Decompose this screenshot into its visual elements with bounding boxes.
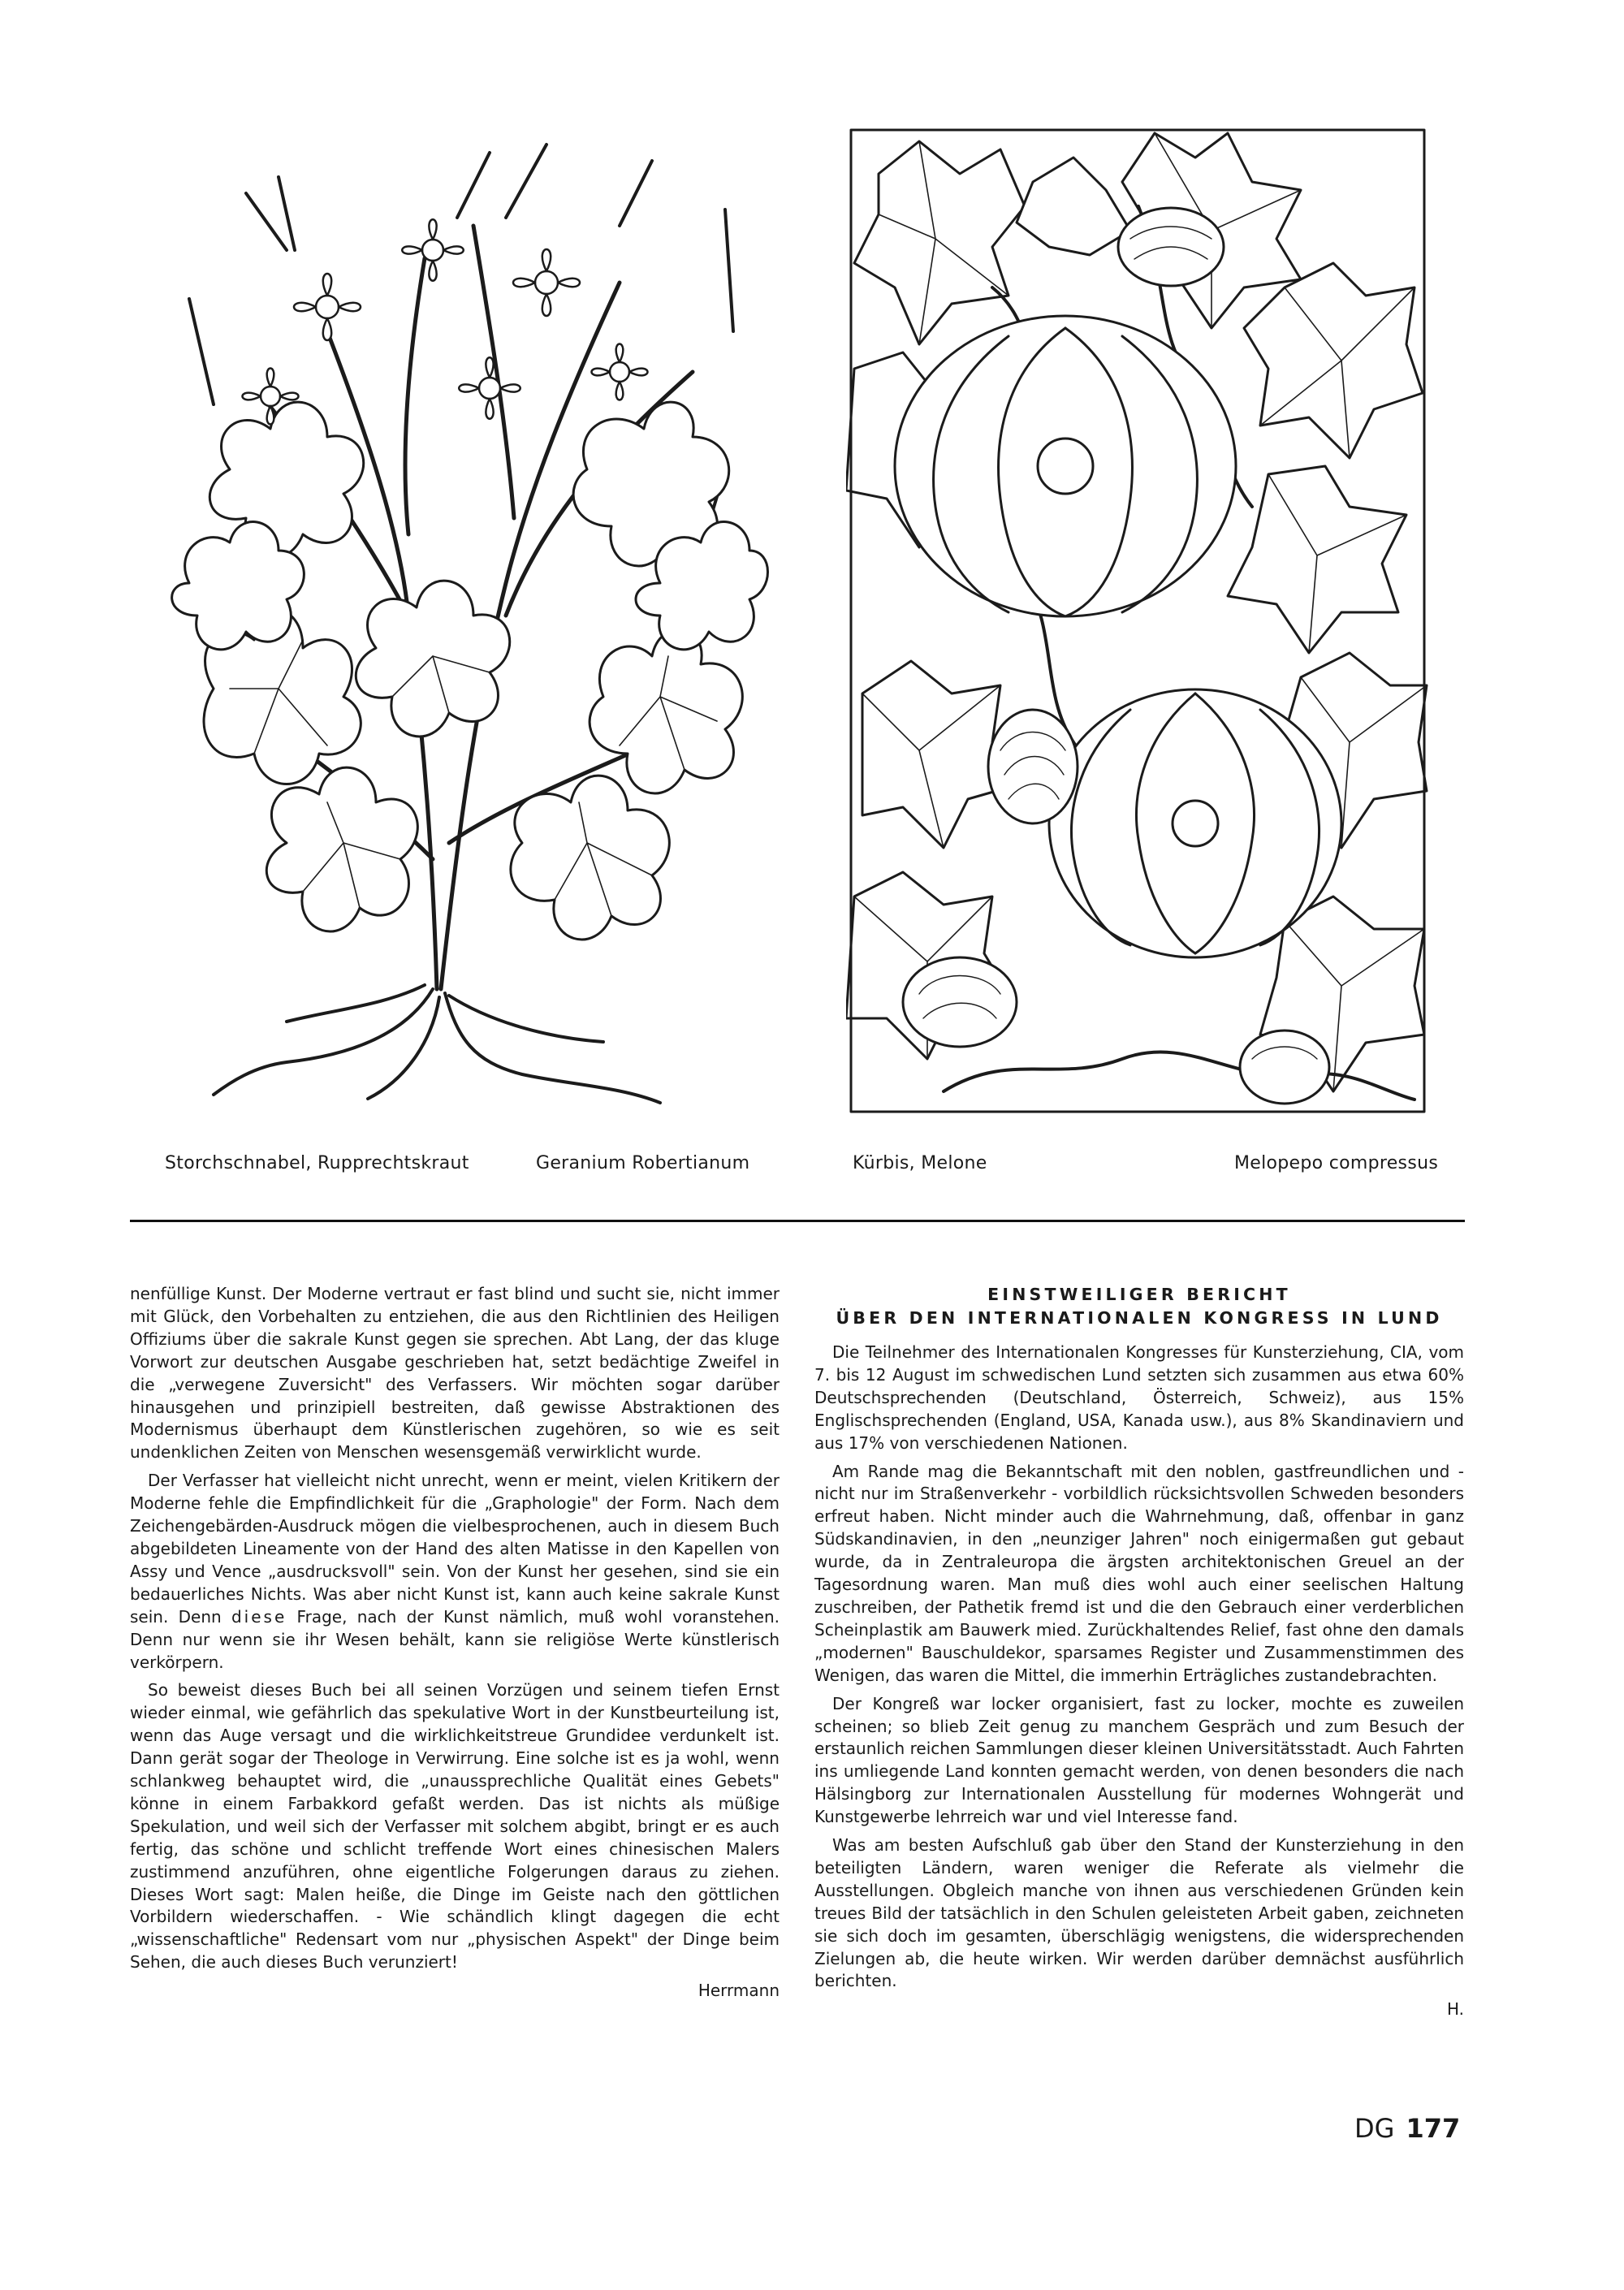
paragraph: nenfüllige Kunst. Der Moderne vertraut er fast blind und sucht sie, nicht immer mit Glück, den Vorbehalten zu entziehen, die aus den Richtlinien des Heiligen Offiziums über die sakrale Kunst gegen sie sprechen. Abt Lang, der das kluge Vorwort zur deutschen Ausgabe geschrieben hat, setzt bedächtige Zweifel in die „verwegene Zuversicht" des Verfassers. Wir möchten sogar darüber hinausgehen und prinzipiell bestreiten, daß gewisse Abstraktionen des Modernismus überhaupt dem Künstlerischen zugehören, so wie es seit undenklichen Zeiten von Menschen wesensgemäß verwirklicht wurde. [130,1284,780,1463]
figure-caption-latin: Melopepo compressus [1234,1153,1439,1173]
page-footer [1354,2113,1460,2144]
paragraph: So beweist dieses Buch bei all seinen Vorzügen und seinem tiefen Ernst wieder einmal, wie gefährlich das spekulative Wort in der Kunstbeurteilung ist, wenn das Auge versagt und die wirklichkeitstreue Grundidee verdunkelt ist. Dann gerät sogar der Theologe in Verwirrung. Eine solche ist es ja wohl, wenn schlankweg behauptet wird, die „unaussprechliche Qualität eines Gebets" könne in einem Farbakkord gefaßt werden. Das ist nichts als müßige Spekulation, und weil sich der Verfasser mit solchem abgibt, bringt er es auch fertig, das schöne und schlicht treffende Wort eines chinesischen Malers zustimmend anzuführen, ohne eigentliche Folgerungen daraus zu ziehen. Dieses Wort sagt: Malen heiße, die Dinge im Geiste nach den göttlichen Vorbildern wiederschaffen. - Wie schändlich klingt dagegen die echt „wissenschaftliche" Redensart vom nur „physischen Aspekt" der Dinge beim Sehen, die auch dieses Buch verunziert! [130,1680,780,1972]
paragraph: Die Teilnehmer des Internationalen Kongresses für Kunsterziehung, CIA, vom 7. bis 12 August im schwedischen Lund setzten sich zusammen aus etwa 60% Deutschsprechenden (Deutschland, Österreich, Schweiz), aus 15% Englischsprechenden (England, USA, Kanada usw.), aus 8% Skandinaviern und aus 17% von verschiedenen Nationen. [814,1342,1464,1453]
author-signature: Herrmann [698,1981,780,2001]
paragraph: Der Kongreß war locker organisiert, fast zu locker, mochte es zuweilen scheinen; so blieb Zeit genug zu manchem Gespräch und zum Besuch der erstaunlich reichen Sammlungen dieser kleinen Universitätsstadt. Auch Fahrten ins umliegende Land konnten gemacht werden, von denen besonders die nach Hälsingborg zur Internationalen Ausstellung für modernes Wohngerät und Kunstgewerbe lehrreich war und viel Interesse fand. [814,1693,1464,1827]
report-column [814,1283,1464,2021]
geranium-woodcut [165,128,773,1115]
emphasis-spaced: diese [231,1606,287,1627]
pumpkin-woodcut [846,125,1429,1117]
paragraph: Der Verfasser hat vielleicht nicht unrecht, wenn er meint, vielen Kritikern der Moderne fehle die Empfindlichkeit für die „Graphologie" der Form. Nach dem Zeichengebärden-Ausdruck mögen die vielbesprochenen, auch in diesem Buch abgebildeten Lineamente von der Hand des alten Matisse in den Kapellen von Assy und Vence „ausdrucksvoll" sein. Von der Kunst her gesehen, sind sie ein bedauerliches Nichts. Was aber nicht Kunst ist, kann auch keine sakrale Kunst sein. Denn diese Frage, nach der Kunst nämlich, muß wohl voranstehen. Denn nur wenn sie ihr Wesen behält, kann sie religiöse Werte künstlerisch verkörpern. [130,1471,780,1672]
paragraph: Was am besten Aufschluß gab über den Stand der Kunsterziehung in den beteiligten Ländern, waren weniger die Referate als vielmehr die Ausstellungen. Obgleich manche von ihnen aus verschiedenen Gründen kein treues Bild der tatsächlich in den Schulen geleisteten Arbeit gaben, zeichneten sie sich doch im gesamten, überschlägig wenigstens, die widersprechenden Zielungen ab, die heute wirken. Wir werden darüber demnächst ausführlich berichten. [814,1835,1464,1991]
figure-caption-german: Storchschnabel, Rupprechtskraut [165,1153,469,1173]
review-column [130,1283,780,2003]
author-signature: H. [1446,1999,1464,2020]
paragraph: Am Rande mag die Bekanntschaft mit den noblen, gastfreundlichen und -nicht nur im Straßenverkehr - vorbildlich rücksichtsvollen Schweden besonders erfreut haben. Nicht minder auch die Wahrnehmung, daß, offenbar in ganz Südskandinavien, in den „neunziger Jahren" noch einigermaßen gut gebaut wurde, da in Zentraleuropa die ärgsten architektonischen Greuel an der Tagesordnung waren. Man muß dies wohl auch einer seelischen Haltung zuschreiben, der Pathetik fremd ist und die den Gebrauch einer verderblichen Scheinplastik am Bauwerk mied. Zurückhaltendes Relief, fast ohne den damals „modernen" Bauschuldekor, sparsames Register und Zusammenstimmen des Wenigen, das waren die Mittel, die immerhin Erträgliches zustandebrachten. [814,1461,1464,1685]
figure-caption-latin: Geranium Robertianum [536,1153,750,1173]
report-heading-line-2: ÜBER DEN INTERNATIONALEN KONGRESS IN LUND [836,1308,1443,1328]
report-heading-line-1: EINSTWEILIGER BERICHT [987,1285,1291,1304]
section-divider [130,1220,1465,1222]
journal-abbreviation: DG [1354,2113,1395,2144]
page-number: 177 [1406,2113,1461,2144]
figure-caption-german: Kürbis, Melone [853,1153,987,1173]
